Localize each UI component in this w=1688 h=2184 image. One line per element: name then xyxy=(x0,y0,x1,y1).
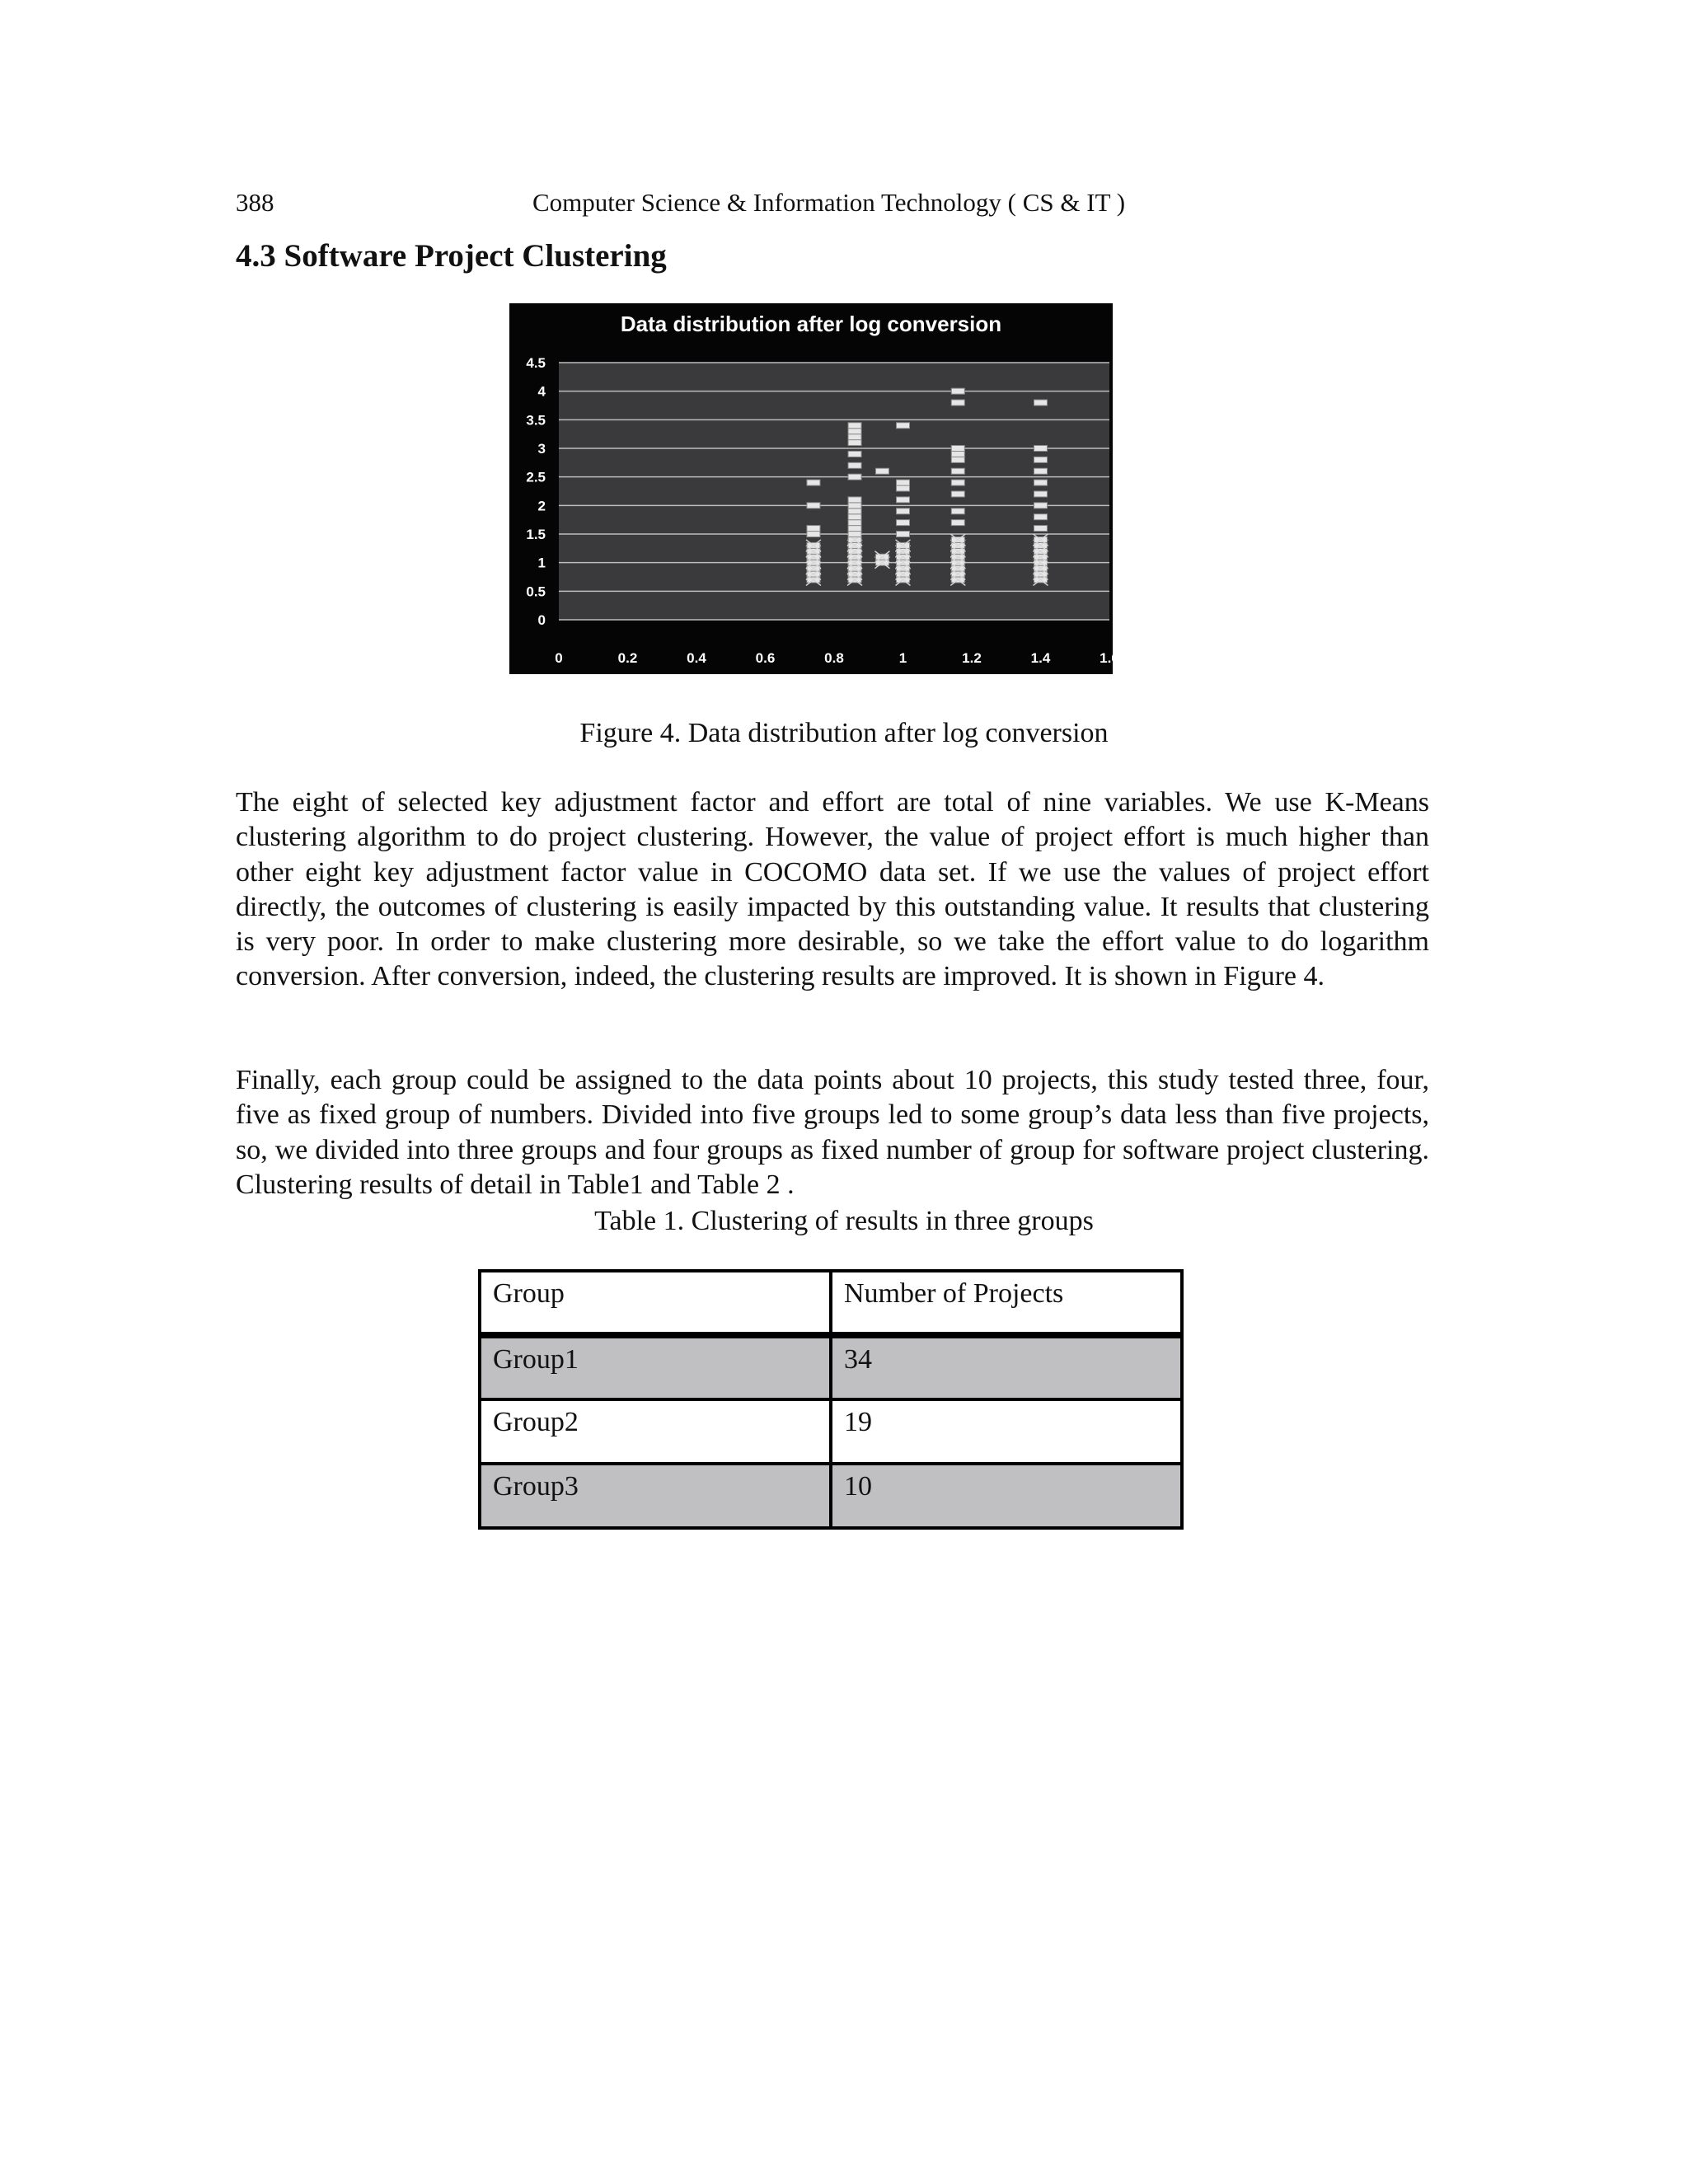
data-point xyxy=(848,462,861,468)
data-point xyxy=(848,526,861,532)
data-point xyxy=(951,509,964,514)
figure-chart xyxy=(509,303,1119,674)
data-point xyxy=(848,509,861,514)
table-cell: 10 xyxy=(831,1464,1182,1528)
data-point xyxy=(1034,480,1048,485)
data-point xyxy=(848,520,861,526)
y-tick-label: 2 xyxy=(537,498,546,514)
data-point xyxy=(807,532,820,537)
data-point xyxy=(1034,446,1048,452)
data-point xyxy=(807,480,820,485)
y-tick-label: 0.5 xyxy=(526,583,546,600)
y-tick-label: 1.5 xyxy=(526,527,546,542)
data-point xyxy=(848,532,861,537)
data-point xyxy=(897,485,910,491)
data-point xyxy=(951,491,964,497)
data-point xyxy=(1034,457,1048,462)
y-tick-label: 4.5 xyxy=(526,355,546,371)
x-tick-label: 1.6 xyxy=(1100,650,1119,666)
clustering-results-table xyxy=(478,1269,1184,1530)
table-caption: Table 1. Clustering of results in three groups xyxy=(594,1206,1094,1236)
data-point xyxy=(1034,526,1048,532)
data-point xyxy=(848,451,861,457)
data-point xyxy=(897,520,910,526)
table-cell: 34 xyxy=(831,1335,1182,1399)
data-point xyxy=(951,400,964,405)
data-point xyxy=(1034,400,1048,405)
x-tick-label: 1.2 xyxy=(962,650,982,666)
data-point xyxy=(848,434,861,440)
data-point xyxy=(1034,514,1048,520)
x-tick-label: 0.4 xyxy=(687,650,706,666)
table-row xyxy=(480,1464,1182,1528)
data-point xyxy=(951,480,964,485)
data-point xyxy=(807,526,820,532)
data-point xyxy=(848,514,861,520)
data-point xyxy=(848,429,861,434)
scatter-chart xyxy=(509,303,1119,674)
data-point xyxy=(875,468,889,474)
page-number: 388 xyxy=(236,188,274,217)
y-tick-label: 1 xyxy=(537,555,546,571)
data-point xyxy=(848,497,861,503)
data-point xyxy=(897,509,910,514)
data-point xyxy=(951,457,964,462)
y-tick-label: 3 xyxy=(537,441,546,457)
table-cell: Group1 xyxy=(480,1335,831,1399)
body-paragraph: Finally, each group could be assigned to the data points about 10 projects, this study tested three, four, five as fixed group of numbers. Divided into five groups led to some group’s data less than five projects, so, we divided into three groups and four groups as fixed number of group for software project clustering. Clustering results of detail in Table1 and Table 2 . xyxy=(236,1065,1429,1200)
plot-area xyxy=(559,363,1109,620)
data-point xyxy=(1034,491,1048,497)
y-tick-label: 2.5 xyxy=(526,469,546,485)
data-point xyxy=(951,468,964,474)
data-point xyxy=(848,503,861,509)
running-header: Computer Science & Information Technology ( CS & IT ) xyxy=(532,188,1126,217)
y-tick-label: 4 xyxy=(537,383,546,400)
table-header-row xyxy=(480,1271,1182,1335)
data-point xyxy=(848,474,861,480)
data-point xyxy=(897,480,910,485)
data-point xyxy=(848,440,861,446)
x-tick-label: 1.4 xyxy=(1030,650,1051,666)
x-tick-label: 0.6 xyxy=(755,650,776,666)
figure-caption: Figure 4. Data distribution after log conversion xyxy=(579,718,1109,748)
table-header-cell: Number of Projects xyxy=(831,1271,1182,1335)
table-row xyxy=(480,1399,1182,1464)
table-cell: Group3 xyxy=(480,1464,831,1528)
table-row xyxy=(480,1335,1182,1399)
data-point xyxy=(1034,503,1048,509)
y-tick-label: 3.5 xyxy=(526,412,546,429)
x-axis-ticks xyxy=(555,650,1119,666)
chart-title: Data distribution after log conversion xyxy=(620,312,1002,336)
x-tick-label: 0.8 xyxy=(824,650,844,666)
data-point xyxy=(897,497,910,503)
data-point xyxy=(897,423,910,429)
table-header-cell: Group xyxy=(480,1271,831,1335)
x-tick-label: 1 xyxy=(898,650,907,666)
data-point xyxy=(951,446,964,452)
data-point xyxy=(807,503,820,509)
y-axis-ticks xyxy=(526,355,546,628)
y-tick-label: 0 xyxy=(537,612,546,628)
table-cell: 19 xyxy=(831,1399,1182,1464)
body-paragraph: The eight of selected key adjustment factor and effort are total of nine variables. We use K-Means clustering algorithm to do project clustering. However, the value of project effort is much higher than other eight key adjustment factor value in COCOMO data set. If we use the values of project effort directly, the outcomes of clustering is easily impacted by this outstanding value. It results that clustering is very poor. In order to make clustering more desirable, so we take the effort value to do logarithm conversion. After conversion, indeed, the clustering results are improved. It is shown in Figure 4. xyxy=(236,787,1429,992)
table-cell: Group2 xyxy=(480,1399,831,1464)
data-point xyxy=(1034,468,1048,474)
data-point xyxy=(951,520,964,526)
data-point xyxy=(951,388,964,394)
x-tick-label: 0.2 xyxy=(617,650,638,666)
x-tick-label: 0 xyxy=(555,650,563,666)
data-point xyxy=(951,451,964,457)
data-point xyxy=(897,532,910,537)
data-point xyxy=(848,423,861,429)
section-heading: 4.3 Software Project Clustering xyxy=(236,238,667,274)
